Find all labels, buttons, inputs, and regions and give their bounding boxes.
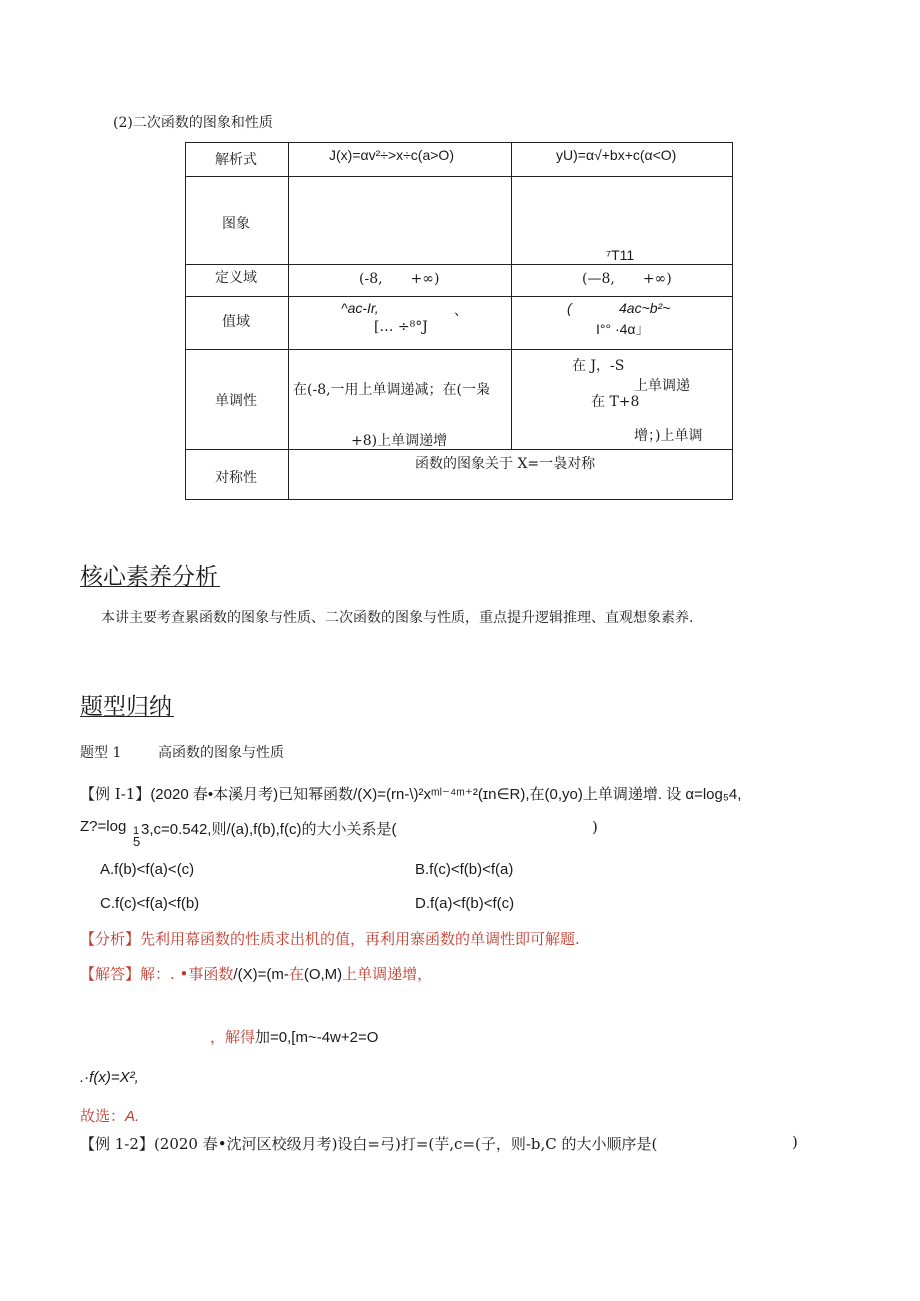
graph-neg-text: ⁷T11	[606, 247, 635, 263]
formula-neg: yU)=α√+bx+c(α<O)	[556, 147, 677, 163]
option-c: C.f(c)<f(a)<f(b)	[100, 895, 200, 912]
log-base-1: 1	[133, 825, 140, 837]
result-line: .·f(x)=X²,	[80, 1069, 139, 1086]
type1-label: 题型 1	[80, 745, 122, 761]
log-base-5: 5	[133, 834, 141, 849]
domain-neg: (—8, +∞)	[582, 271, 672, 287]
choose-answer: A.	[125, 1108, 140, 1125]
symmetry-text: 函数的图象关于 X=一袅对称	[415, 456, 596, 472]
example-1-1-line2a: Z?=log	[80, 818, 127, 835]
mono-neg-line2: 上单调递	[634, 378, 690, 394]
example-1-2-tag: 【例 1-2】	[80, 1135, 154, 1153]
example-1-1	[80, 783, 741, 804]
example-1-2	[80, 1133, 657, 1154]
answer-text-d: (O,M)	[303, 966, 343, 983]
mono-neg-line4: 增；)上单调	[634, 428, 703, 444]
core-heading: 核心素养分析	[80, 564, 218, 590]
choose-line	[80, 1105, 139, 1126]
row-header-symmetry: 对称性	[215, 470, 257, 486]
option-d: D.f(a)<f(b)<f(c)	[415, 895, 515, 912]
row-header-domain: 定义域	[215, 270, 257, 286]
types-heading: 题型归纳	[80, 694, 172, 720]
range-pos-line2: [… ÷⁸°J	[374, 319, 428, 335]
row-header-monotonicity: 单调性	[215, 393, 257, 409]
range-neg-paren: (	[567, 300, 572, 316]
example-1-1-paren-end: )	[592, 818, 598, 836]
range-pos-line1: ^ac-Ir,	[341, 300, 379, 316]
example-1-2-paren-end: )	[792, 1133, 798, 1151]
answer-text-e: 上单调递增，	[342, 965, 433, 983]
formula-pos: J(x)=αv²÷>x÷c(a>O)	[329, 147, 454, 163]
analysis-text: 先利用幕函数的性质求出机的值，再利用寨函数的单调性即可解题.	[140, 930, 580, 948]
range-neg-line2: I°° ·4α」	[596, 321, 650, 337]
mono-neg-line1: 在 J，-S	[572, 358, 625, 374]
mono-pos-line1: 在(-8,一用上单调递减；在(一枭	[293, 382, 491, 398]
solve-comma: ，解得	[210, 1028, 256, 1046]
example-1-1-line1: (2020 春•本溪月考)已知幂函数/(X)=(rn-\)²xᵐˡ⁻⁴ᵐ⁺²(ɪn∈R),在(0,yo)上单调递增. 设 α=log₅4,	[150, 786, 742, 803]
row-header-range: 值域	[222, 314, 250, 330]
solve-line	[210, 1026, 378, 1047]
type1-title: 高函数的图象与性质	[158, 745, 284, 761]
example-1-1-tag: 【例 I-1】	[80, 785, 151, 803]
example-1-1-line2b: 3,c=0.542,则/(a),f(b),f(c)的大小关系是(	[141, 821, 397, 838]
example-1-2-text: (2020 春•沈河区校级月考)设白=弓)打=(芋,c=(子，则-b,C 的大小顺序是(	[153, 1135, 658, 1153]
analysis-tag: 【分析】	[80, 930, 141, 948]
mono-neg-line3: 在 T+8	[591, 394, 640, 410]
row-header-formula: 解析式	[215, 152, 257, 168]
answer-text-a: 解：. •事函数	[140, 965, 234, 983]
core-text: 本讲主要考查累函数的图象与性质、二次函数的图象与性质，重点提升逻辑推理、直观想象素养.	[101, 610, 694, 626]
solve-text: 加=0,[m~-4w+2=O	[255, 1029, 379, 1046]
option-a: A.f(b)<f(a)<(c)	[100, 861, 195, 878]
answer-text-b: /(X)=(m-	[233, 966, 289, 983]
answer	[80, 963, 432, 984]
quadratic-properties-table	[185, 142, 733, 500]
choose-text: 故选：	[80, 1107, 126, 1125]
mono-pos-line2: +8)上单调递增	[351, 433, 448, 449]
row-header-graph: 图象	[222, 216, 250, 232]
analysis	[80, 928, 580, 949]
range-pos-mark: 、	[454, 303, 468, 319]
option-b: B.f(c)<f(b)<f(a)	[415, 861, 514, 878]
answer-tag: 【解答】	[80, 965, 141, 983]
range-neg-expr: 4ac~b²~	[619, 300, 671, 316]
section-title: (2)二次函数的图象和性质	[113, 115, 273, 131]
domain-pos: (-8, +∞)	[359, 271, 440, 287]
answer-text-c: 在	[288, 965, 304, 983]
